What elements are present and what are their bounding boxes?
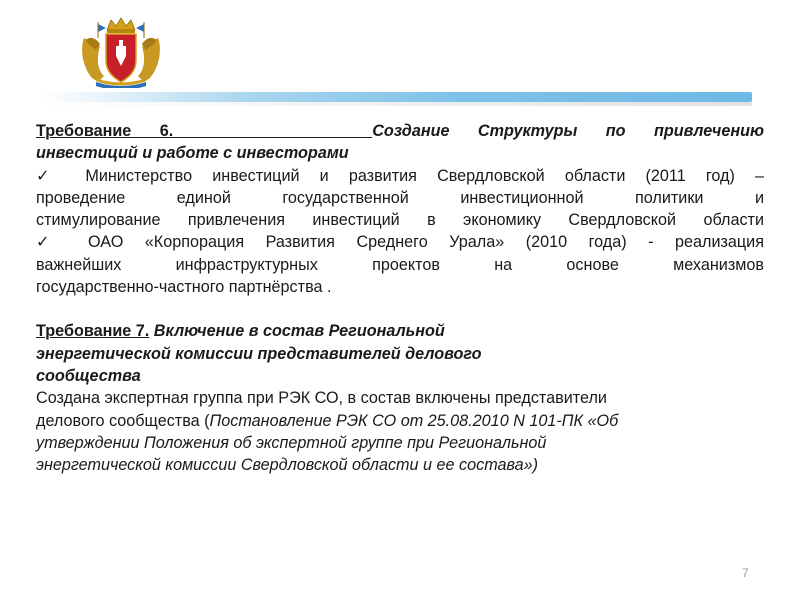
check-icon: ✓	[36, 166, 66, 185]
slide-content	[36, 120, 764, 476]
check-icon: ✓	[36, 233, 67, 252]
section6-item2-line2: важнейших инфраструктурных проектов на основе механизмов	[36, 255, 764, 274]
section6-item2-line3: государственно-частного партнёрства .	[36, 278, 332, 297]
section7-title-text: Включение в состав Региональной	[149, 322, 445, 341]
section7-body-line3: утверждении Положения об экспертной группе при Региональной	[36, 433, 547, 452]
section6-item1-line3: стимулирование привлечения инвестиций в экономику Свердловской области	[36, 211, 764, 230]
section7-body-line1: Создана экспертная группа при РЭК СО, в состав включены представители	[36, 389, 607, 408]
coat-of-arms-logo	[76, 16, 166, 88]
section7-body-line2: делового сообщества (Постановление РЭК СО от 25.08.2010 N 101-ПК «Об	[36, 411, 619, 430]
page-number: 7	[742, 566, 749, 580]
section6-item2-line1: ✓ ОАО «Корпорация Развития Среднего Урала» (2010 года) - реализация	[36, 233, 764, 252]
section6-title-line1	[36, 120, 764, 142]
section6-title-text: Создание Структуры по привлечению	[372, 122, 764, 140]
section7-body-line4: энергетической комиссии Свердловской области и ее состава»)	[36, 456, 539, 475]
section7-title-line3: сообщества	[36, 366, 141, 385]
section6-title-line2: инвестиций и работе с инвесторами	[36, 144, 349, 163]
section6-title-label: Требование 6.	[36, 122, 174, 140]
header-gradient-bar	[40, 92, 752, 102]
section6-item1-line2: проведение единой государственной инвестиционной политики и	[36, 188, 764, 207]
section7-title-label: Требование 7.	[36, 322, 150, 341]
section6-item1-line1: ✓ Министерство инвестиций и развития Свердловской области (2011 год) –	[36, 166, 764, 185]
section7-title-line2: энергетической комиссии представителей делового	[36, 344, 482, 363]
section7-title-line1	[36, 320, 764, 342]
